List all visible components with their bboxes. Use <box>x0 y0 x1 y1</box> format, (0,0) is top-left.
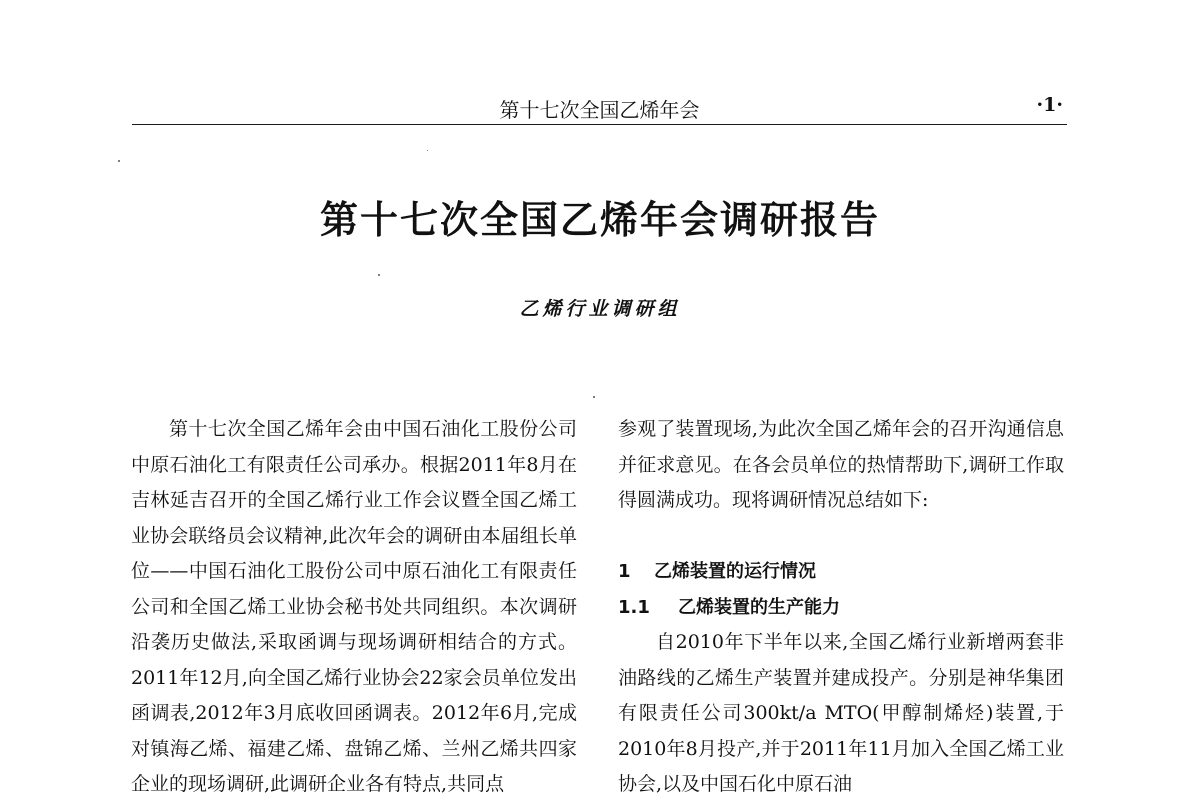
paragraph-spacer <box>618 519 1064 555</box>
section-heading <box>618 554 1064 590</box>
right-column <box>618 412 1064 803</box>
scan-speck <box>118 160 120 162</box>
scan-speck <box>427 150 428 151</box>
page-title: 第十七次全国乙烯年会调研报告 <box>319 198 880 242</box>
subsection-number: 1.1 <box>618 596 650 618</box>
running-title: 第十七次全国乙烯年会 <box>499 98 700 122</box>
left-column <box>131 412 577 803</box>
section-title: 乙烯装置的运行情况 <box>654 561 816 582</box>
section-number: 1 <box>618 561 631 582</box>
body-paragraph: 参观了装置现场,为此次全国乙烯年会的召开沟通信息并征求意见。在各会员单位的热情帮助下,调研工作取得圆满成功。现将调研情况总结如下: <box>618 418 1064 511</box>
page-number: ·1· <box>1036 94 1063 116</box>
subsection-heading <box>618 590 1064 626</box>
running-header <box>132 88 1067 125</box>
body-paragraph: 自2010年下半年以来,全国乙烯行业新增两套非油路线的乙烯生产装置并建成投产。分别是神华集团有限责任公司300kt/a MTO(甲醇制烯烃)装置,于2010年8月投产,并于2011年11月加入全国乙烯工业协会,以及中国石化中原石油 <box>618 631 1064 795</box>
author-line: 乙烯行业调研组 <box>519 298 681 320</box>
subsection-title: 乙烯装置的生产能力 <box>678 596 840 618</box>
body-paragraph: 第十七次全国乙烯年会由中国石油化工股份公司中原石油化工有限责任公司承办。根据2011年8月在吉林延吉召开的全国乙烯行业工作会议暨全国乙烯工业协会联络员会议精神,此次年会的调研由本届组长单位——中国石油化工股份公司中原石油化工有限责任公司和全国乙烯工业协会秘书处共同组织。本次调研沿袭历史做法,采取函调与现场调研相结合的方式。2011年12月,向全国乙烯行业协会22家会员单位发出函调表,2012年3月底收回函调表。2012年6月,完成对镇海乙烯、福建乙烯、盘锦乙烯、兰州乙烯共四家企业的现场调研,此调研企业各有特点,共同点 <box>131 418 577 795</box>
scan-speck <box>378 274 380 276</box>
scan-speck <box>593 396 595 398</box>
